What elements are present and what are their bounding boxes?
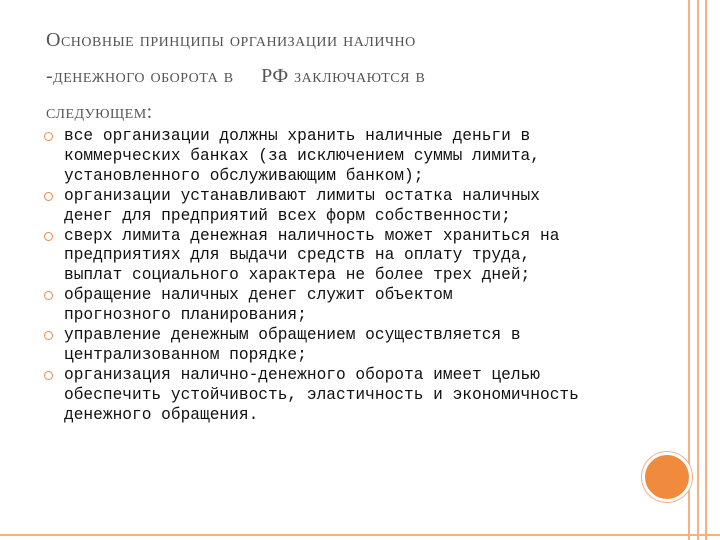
frame-line-right-edge <box>705 0 707 540</box>
title-line-1: Основные принципы организации налично <box>46 29 416 51</box>
bullet-text: организации устанавливают лимиты остатка наличных денег для предприятий всех форм собственности; <box>64 186 540 225</box>
bullet-item <box>44 127 644 187</box>
frame-line-right-outer <box>688 0 690 540</box>
bullet-circle-icon <box>44 192 53 201</box>
bullet-item <box>44 326 644 366</box>
title-line-2: -денежного оборота в РФ заключаются в <box>46 65 426 87</box>
bullet-text: обращение наличных денег служит объектом прогнозного планирования; <box>64 286 453 325</box>
frame-line-right-inner <box>697 0 699 540</box>
bullet-item <box>44 366 644 426</box>
bullet-text: управление денежным обращением осуществляется в централизованном порядке; <box>64 326 521 364</box>
slide-title <box>46 22 646 130</box>
decorative-circle <box>642 452 692 502</box>
bullet-item <box>44 286 644 326</box>
frame-line-bottom <box>0 534 720 536</box>
bullet-text: сверх лимита денежная наличность может храниться на предприятиях для выдачи средств на оплату труда, выплат социального характера не более трех дней; <box>64 226 560 285</box>
bullet-circle-icon <box>44 232 53 241</box>
bullet-text: организация налично-денежного оборота имеет целью обеспечить устойчивость, эластичность и экономичность денежного обращения. <box>64 365 579 424</box>
bullet-circle-icon <box>44 291 53 300</box>
bullet-circle-icon <box>44 331 53 340</box>
bullet-item <box>44 187 644 227</box>
bullet-text: все организации должны хранить наличные деньги в коммерческих банках (за исключением суммы лимита, установленного обслуживающим банком); <box>64 127 540 185</box>
bullet-item <box>44 227 644 287</box>
bullet-circle-icon <box>44 371 53 380</box>
bullet-list <box>44 127 644 426</box>
bullet-circle-icon <box>44 132 53 141</box>
title-line-3: следующем: <box>46 101 153 123</box>
